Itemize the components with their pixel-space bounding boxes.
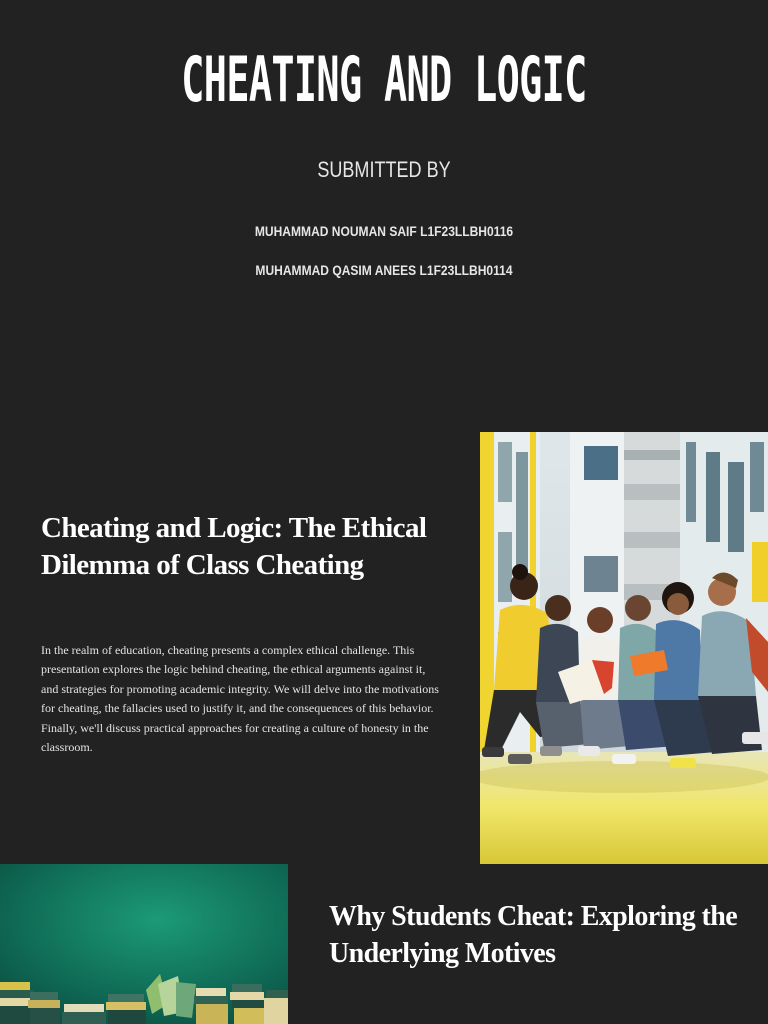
title-slide [0,0,768,432]
intro-slide [0,432,768,864]
students-photo-illustration [480,432,768,864]
motives-heading: Why Students Cheat: Exploring the Underlying Motives [329,901,738,969]
students-photo [480,432,768,864]
submitted-by-label: SUBMITTED BY [317,157,451,182]
motives-slide [0,864,768,1024]
intro-heading: Cheating and Logic: The Ethical Dilemma of Class Cheating [41,512,427,581]
intro-body-text: In the realm of education, cheating presents a complex ethical challenge. This presentation explores the logic behind cheating, the ethical arguments against it, and strategies for promoting academic integrity. We will delve into the motivations for cheating, the fallacies used to justify it, and the consequences of this behavior. Finally, we'll discuss practical approaches for creating a culture of honesty in the classroom. [41,643,439,755]
author-2: MUHAMMAD QASIM ANEES L1F23LLBH0114 [255,262,513,278]
author-1: MUHAMMAD NOUMAN SAIF L1F23LLBH0116 [254,223,514,239]
books-illustration [0,864,288,1024]
main-title: CHEATING AND LOGIC [181,43,587,116]
books-image [0,864,288,1024]
